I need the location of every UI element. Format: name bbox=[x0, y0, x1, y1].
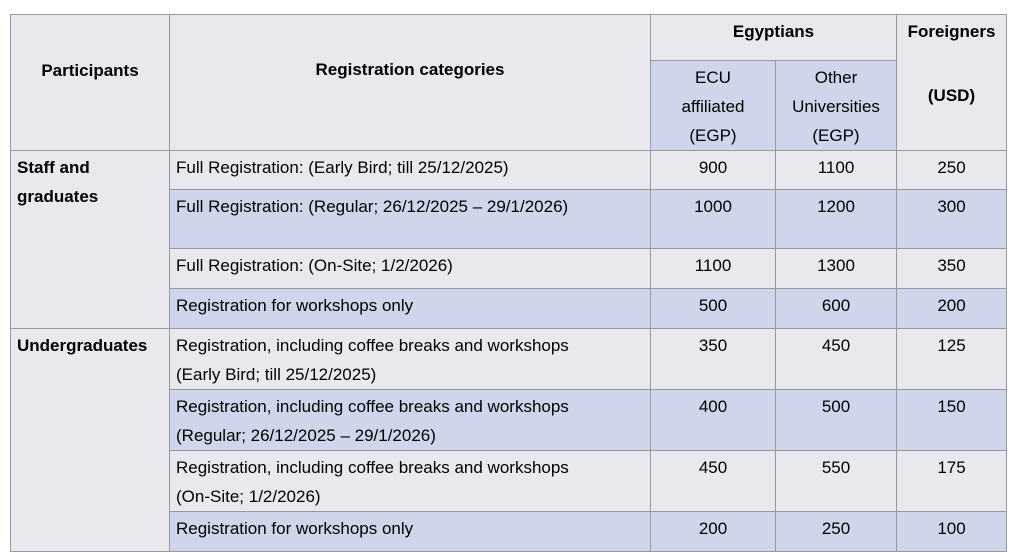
ecu-fee-cell: 900 bbox=[651, 151, 776, 190]
foreign-fee-cell: 100 bbox=[897, 512, 1007, 552]
table-row bbox=[11, 151, 1007, 190]
category-cell: Registration, including coffee breaks and workshops (Early Bird; till 25/12/2025) bbox=[170, 329, 651, 390]
group-label-undergraduates: Undergraduates bbox=[11, 329, 170, 552]
foreign-fee-cell: 175 bbox=[897, 451, 1007, 512]
other-fee-cell: 500 bbox=[776, 390, 897, 451]
foreigners-unit-label: (USD) bbox=[927, 86, 976, 105]
foreigners-header bbox=[897, 15, 1007, 151]
other-fee-cell: 1100 bbox=[776, 151, 897, 190]
ecu-fee-cell: 350 bbox=[651, 329, 776, 390]
category-cell: Registration for workshops only bbox=[170, 289, 651, 329]
group-label-staff: Staff and graduates bbox=[11, 151, 170, 329]
other-header-line-3: (EGP) bbox=[812, 126, 860, 145]
ecu-fee-cell: 1000 bbox=[651, 190, 776, 249]
categories-header-label: Registration categories bbox=[315, 60, 505, 79]
other-fee-cell: 450 bbox=[776, 329, 897, 390]
header-row-top bbox=[11, 15, 1007, 61]
other-universities-header bbox=[776, 61, 897, 151]
category-cell: Full Registration: (Regular; 26/12/2025 – 29/1/2026) bbox=[170, 190, 651, 249]
other-fee-cell: 250 bbox=[776, 512, 897, 552]
category-cell: Registration for workshops only bbox=[170, 512, 651, 552]
foreign-fee-cell: 350 bbox=[897, 249, 1007, 289]
other-fee-cell: 550 bbox=[776, 451, 897, 512]
registration-fees-table bbox=[10, 14, 1007, 552]
egyptians-header bbox=[651, 15, 897, 61]
table-row bbox=[11, 329, 1007, 390]
ecu-fee-cell: 450 bbox=[651, 451, 776, 512]
category-cell: Full Registration: (On-Site; 1/2/2026) bbox=[170, 249, 651, 289]
category-cell: Registration, including coffee breaks and workshops (On-Site; 1/2/2026) bbox=[170, 451, 651, 512]
ecu-fee-cell: 200 bbox=[651, 512, 776, 552]
participants-header bbox=[11, 15, 170, 151]
other-header-line-2: Universities bbox=[792, 97, 880, 116]
category-cell: Registration, including coffee breaks and workshops (Regular; 26/12/2025 – 29/1/2026) bbox=[170, 390, 651, 451]
ecu-fee-cell: 400 bbox=[651, 390, 776, 451]
foreign-fee-cell: 300 bbox=[897, 190, 1007, 249]
ecu-affiliated-header bbox=[651, 61, 776, 151]
ecu-fee-cell: 500 bbox=[651, 289, 776, 329]
egyptians-header-label: Egyptians bbox=[732, 22, 815, 41]
foreign-fee-cell: 150 bbox=[897, 390, 1007, 451]
ecu-header-line-3: (EGP) bbox=[689, 126, 737, 145]
foreign-fee-cell: 250 bbox=[897, 151, 1007, 190]
category-cell: Full Registration: (Early Bird; till 25/12/2025) bbox=[170, 151, 651, 190]
foreign-fee-cell: 125 bbox=[897, 329, 1007, 390]
foreigners-header-label: Foreigners bbox=[907, 22, 996, 41]
ecu-header-line-2: affiliated bbox=[681, 97, 745, 116]
other-fee-cell: 1200 bbox=[776, 190, 897, 249]
other-header-line-1: Other bbox=[814, 68, 858, 87]
other-fee-cell: 1300 bbox=[776, 249, 897, 289]
other-fee-cell: 600 bbox=[776, 289, 897, 329]
foreign-fee-cell: 200 bbox=[897, 289, 1007, 329]
categories-header bbox=[170, 15, 651, 151]
participants-header-label: Participants bbox=[41, 61, 139, 80]
ecu-header-line-1: ECU bbox=[695, 68, 731, 87]
ecu-fee-cell: 1100 bbox=[651, 249, 776, 289]
